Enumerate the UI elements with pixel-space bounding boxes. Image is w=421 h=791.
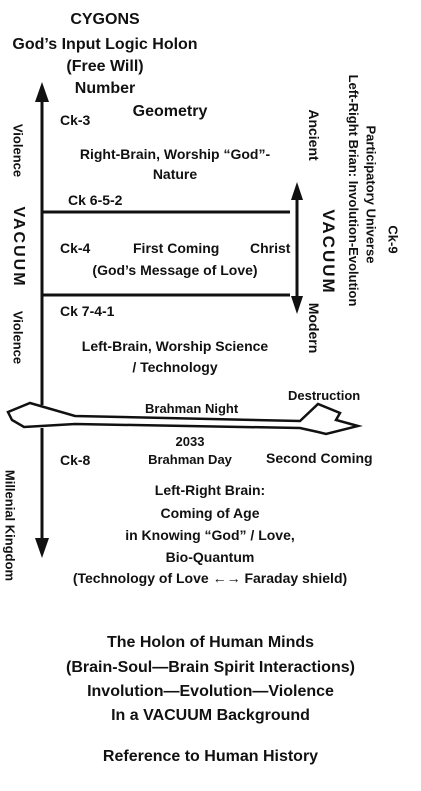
ck8-label: Ck-8 xyxy=(60,452,91,468)
ck9-label: Ck-9 xyxy=(385,225,401,254)
left-right-brain-line4: Bio-Quantum xyxy=(165,549,255,565)
left-right-brain-line1: Left-Right Brain: xyxy=(154,482,266,498)
caption-line5: Reference to Human History xyxy=(102,748,319,765)
ck4-label: Ck-4 xyxy=(60,240,91,256)
header-geometry: Geometry xyxy=(132,103,208,120)
violence-label-top: Violence xyxy=(10,123,26,178)
left-right-brain-line3: in Knowing “God” / Love, xyxy=(125,527,295,543)
header-cygons: CYGONS xyxy=(70,11,140,28)
ck3-text-line1: Right-Brain, Worship “God”- xyxy=(79,146,271,162)
ancient-label: Ancient xyxy=(306,109,322,161)
first-coming-label: First Coming xyxy=(133,240,220,256)
ck741-text-line1: Left-Brain, Worship Science xyxy=(81,338,269,354)
violence-label-bottom: Violence xyxy=(10,310,26,365)
vacuum-label-right: VACUUM xyxy=(319,209,338,295)
christ-label: Christ xyxy=(250,240,291,256)
caption-line3: Involution—Evolution—Violence xyxy=(87,683,334,700)
brahman-day-label: Brahman Day xyxy=(148,452,232,467)
header-free-will: (Free Will) xyxy=(66,58,144,75)
year-2033-label: 2033 xyxy=(175,434,205,449)
axis-arrow-down xyxy=(35,538,49,558)
ck3-label: Ck-3 xyxy=(60,112,91,128)
header-logic-holon: God’s Input Logic Holon xyxy=(12,36,198,53)
gods-message-label: (God’s Message of Love) xyxy=(92,262,258,278)
header-number: Number xyxy=(74,80,136,97)
vacuum-label-left: VACUUM xyxy=(10,206,27,288)
left-right-brain-line2: Coming of Age xyxy=(160,505,260,521)
millenial-kingdom-label: Millenial Kingdom xyxy=(2,469,18,582)
ck741-label: Ck 7-4-1 xyxy=(60,303,115,319)
participatory-universe-label: Participatory Universe xyxy=(363,125,379,264)
brahman-night-label: Brahman Night xyxy=(145,401,239,416)
caption-line2: (Brain-Soul—Brain Spirit Interactions) xyxy=(66,659,355,676)
ck3-text-line2: Nature xyxy=(152,166,198,182)
ck652-label: Ck 6-5-2 xyxy=(68,192,123,208)
destruction-label: Destruction xyxy=(288,388,361,403)
christ-arrow-up xyxy=(291,182,303,200)
modern-label: Modern xyxy=(306,302,322,354)
christ-arrow-down xyxy=(291,296,303,314)
ck741-text-line2: / Technology xyxy=(132,359,218,375)
left-right-brain-line5: (Technology of Love ←→ Faraday shield) xyxy=(72,570,348,586)
caption-line4: In a VACUUM Background xyxy=(111,707,310,724)
caption-line1: The Holon of Human Minds xyxy=(106,634,315,651)
second-coming-label: Second Coming xyxy=(266,450,373,466)
left-right-brian-label: Left-Right Brian: Involution-Evolution xyxy=(346,74,361,307)
